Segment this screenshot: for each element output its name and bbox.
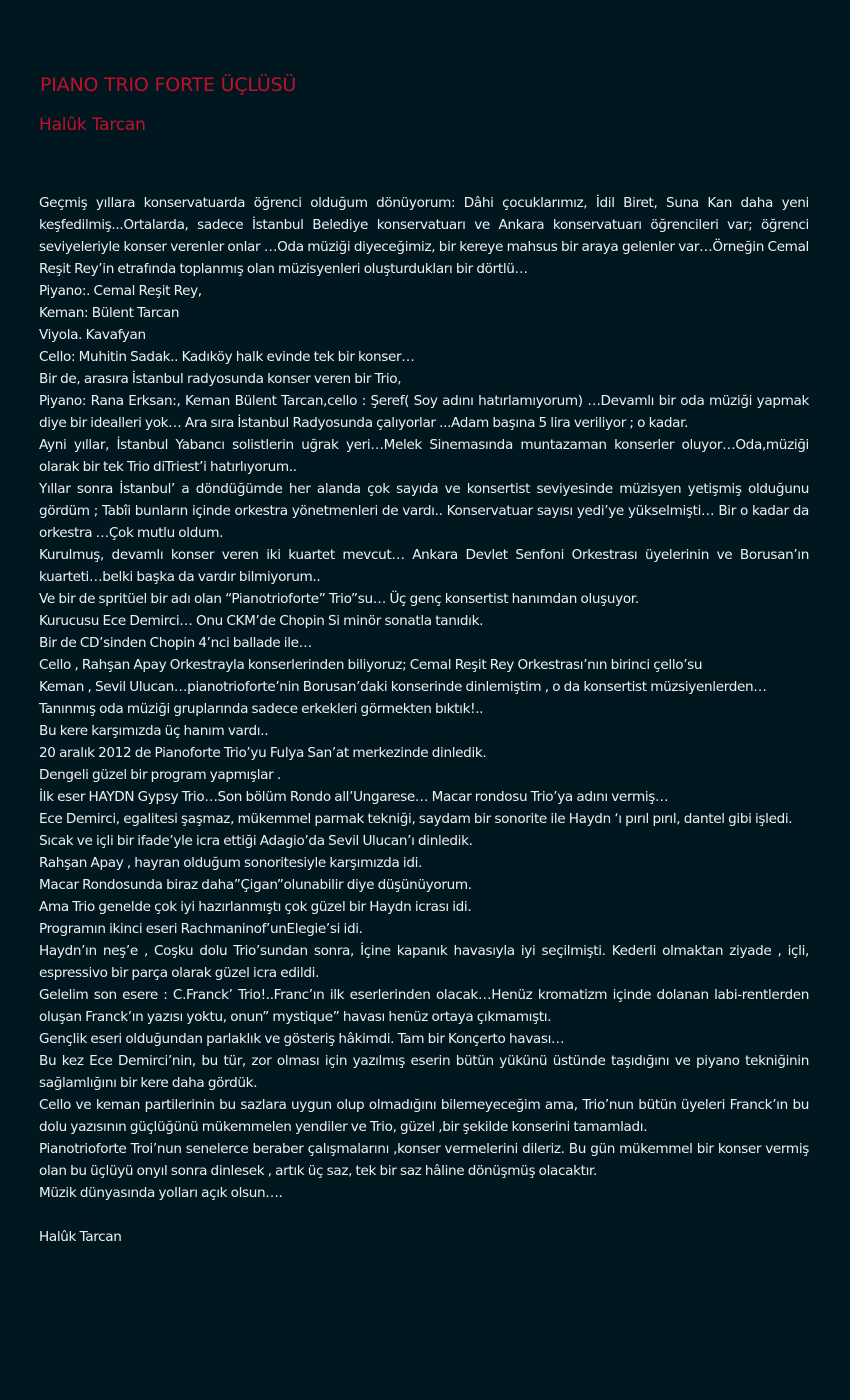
paragraph-quartet-viola: Viyola. Kavafyan — [39, 327, 146, 343]
paragraph-three-ladies: Bu kere karşımızda üç hanım vardı.. — [39, 723, 269, 739]
paragraph-franck: Gelelim son esere : C.Franck’ Trio!..Franc’ın ilk eserlerinden olacak…Henüz kromatizm içinde dolanan labi-rentlerden oluşan Franck’ın yazısı yoktu, onun” mystique” havası henüz ortaya çıkmamıştı. — [39, 987, 809, 1025]
paragraph-cello-violin: Cello ve keman partilerinin bu sazlara uygun olup olmadığını bilemeyeceğim ama, Trio’nun bütün üyeleri Franck’ın bu dolu yazısının güçlüğünü mükemmelen yendiler ve Trio, güzel ,bir şekilde konserini tamamladı. — [39, 1097, 809, 1135]
paragraph-radio-trio-members: Piyano: Rana Erksan:, Keman Bülent Tarcan,cello : Şeref( Soy adını hatırlamıyorum) …Devamlı bir oda müziği yapmak diye bir idealleri yok… Ara sıra İstanbul Radyosunda çalıyorlar ...Adam başına 5 lira veriliyor ; o kadar. — [39, 393, 809, 431]
paragraph-quartets: Kurulmuş, devamlı konser veren iki kuartet mevcut… Ankara Devlet Senfoni Orkestrası üyelerinin ve Borusan’ın kuarteti…belki başka da vardır bilmiyorum.. — [39, 547, 809, 585]
paragraph-radio-trio: Bir de, arasıra İstanbul radyosunda konser veren bir Trio, — [39, 371, 402, 387]
paragraph-chamber-groups: Tanınmış oda müziği gruplarında sadece erkekleri görmekten bıktık!.. — [39, 701, 484, 717]
article-signature: Halûk Tarcan — [39, 1229, 122, 1245]
paragraph-haydn: İlk eser HAYDN Gypsy Trio…Son bölüm Rondo all’Ungarese… Macar rondosu Trio’ya adını vermiş… — [39, 789, 669, 805]
paragraph-quartet-violin: Keman: Bülent Tarcan — [39, 305, 180, 321]
paragraph-pianotrioforte: Ve bir de spritüel bir adı olan “Pianotrioforte” Trio”su… Üç genç konsertist hanımdan oluşuyor. — [39, 591, 639, 607]
paragraph-haydn-performance: Ama Trio genelde çok iyi hazırlanmıştı çok güzel bir Haydn icrası idi. — [39, 899, 472, 915]
paragraph-quartet-cello: Cello: Muhitin Sadak.. Kadıköy halk evinde tek bir konser… — [39, 349, 415, 365]
paragraph-rachmaninoff: Programın ikinci eseri Rachmaninof’unElegie’si idi. — [39, 921, 363, 937]
paragraph-piano-technique: Bu kez Ece Demirci’nin, bu tür, zor olması için yazılmış eserin bütün yükünü üstünde taşıdığını ve piyano tekniğinin sağlamlığını bir kere daha gördük. — [39, 1053, 809, 1091]
article-title: PIANO TRIO FORTE ÜÇLÜSÜ — [40, 74, 297, 96]
paragraph-cello: Cello , Rahşan Apay Orkestrayla konserlerinden biliyoruz; Cemal Reşit Rey Orkestrası’nın birinci çello’su — [39, 657, 703, 673]
paragraph-wishes: Pianotrioforte Troi’nun senelerce beraber çalışmalarını ,konser vermelerini dileriz. Bu gün mükemmel bir konser vermiş olan bu üçlüyü onyıl sonra dinlesek , artık üç saz, tek bir saz hâline dönüşmüş olacaktır. — [39, 1141, 809, 1179]
paragraph-adagio: Sıcak ve içli bir ifade’yle icra ettiği Adagio’da Sevil Ulucan’ı dinledik. — [39, 833, 473, 849]
spacer — [39, 1204, 809, 1226]
paragraph-cd: Bir de CD’sinden Chopin 4’nci ballade ile… — [39, 635, 312, 651]
paragraph-melek-cinema: Ayni yıllar, İstanbul Yabancı solistlerin uğrak yeri…Melek Sinemasında muntazaman konserler oluyor…Oda,müziği olarak bir tek Trio diTriest’i hatırlıyorum.. — [39, 437, 809, 475]
paragraph-return-istanbul: Yıllar sonra İstanbul’ a döndüğümde her alanda çok sayıda ve konsertist seviyesinde müzisyen yetişmiş olduğunu gördüm ; Tabîi bunların içinde orkestra yönetmenleri de vardı.. Konservatuar sayısı yedi’ye yükselmişti… Bir o kadar da orkestra …Çok mutlu oldum. — [39, 481, 809, 541]
paragraph-closing: Müzik dünyasında yolları açık olsun…. — [39, 1185, 283, 1201]
paragraph-program: Dengeli güzel bir program yapmışlar . — [39, 767, 281, 783]
paragraph-rondo: Macar Rondosunda biraz daha”Çigan”olunabilir diye düşünüyorum. — [39, 877, 472, 893]
article-body — [39, 192, 809, 1248]
paragraph-founder: Kurucusu Ece Demirci… Onu CKM’de Chopin Si minör sonatla tanıdık. — [39, 613, 484, 629]
article — [39, 71, 809, 1248]
paragraph-youth-work: Gençlik eseri olduğundan parlaklık ve gösteriş hâkimdi. Tam bir Konçerto havası… — [39, 1031, 565, 1047]
article-byline: Halûk Tarcan — [39, 115, 146, 135]
paragraph-ece-demirci: Ece Demirci, egalitesi şaşmaz, mükemmel parmak tekniği, saydam bir sonorite ile Haydn ‘ı pırıl pırıl, dantel gibi işledi. — [39, 811, 793, 827]
paragraph-rahsan-apay: Rahşan Apay , hayran olduğum sonoritesiyle karşımızda idi. — [39, 855, 423, 871]
paragraph-quartet-piano: Piyano:. Cemal Reşit Rey, — [39, 283, 202, 299]
paragraph-elegie: Haydn’ın neş’e , Coşku dolu Trio’sundan sonra, İçine kapanık havasıyla iyi seçilmişti. Kederli olmaktan ziyade , içli, espressivo bir parça olarak güzel icra edildi. — [39, 943, 809, 981]
paragraph-violin: Keman , Sevil Ulucan…pianotrioforte’nin Borusan’daki konserinde dinlemiştim , o da konsertist müzsiyenlerden… — [39, 679, 767, 695]
paragraph-concert-date: 20 aralık 2012 de Pianoforte Trio’yu Fulya San’at merkezinde dinledik. — [39, 745, 487, 761]
paragraph-intro: Geçmiş yıllara konservatuarda öğrenci olduğum dönüyorum: Dâhi çocuklarımız, İdil Biret, Suna Kan daha yeni keşfedilmiş...Ortalarda, sadece İstanbul Belediye konservatuarı ve Ankara konservatuarı öğrencileri var; öğrenci seviyeleriyle konser verenler onlar …Oda müziği diyeceğimiz, bir kereye mahsus bir araya gelenler var…Örneğin Cemal Reşit Rey’in etrafında toplanmış olan müzisyenleri oluşturdukları bir dörtlü… — [39, 195, 809, 277]
